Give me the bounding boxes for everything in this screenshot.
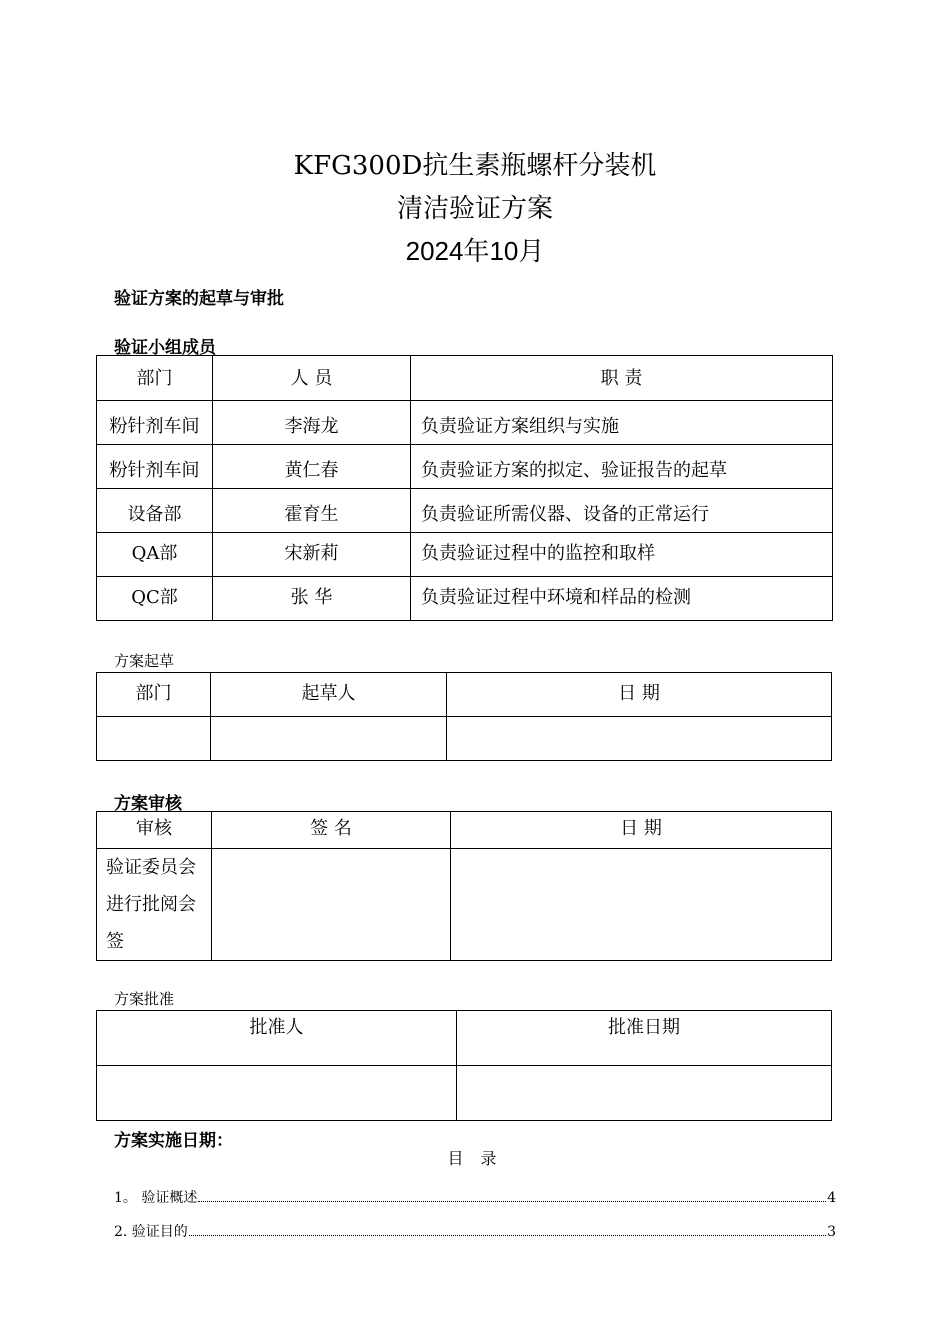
team-cell-duty: 负责验证所需仪器、设备的正常运行 [411, 489, 833, 533]
draft-header-dept: 部门 [97, 673, 211, 717]
draft-table-input-row [97, 717, 832, 761]
team-cell-duty: 负责验证方案组织与实施 [411, 401, 833, 445]
doc-title-line1: KFG300D抗生素瓶螺杆分装机 [293, 151, 657, 181]
review-header-date: 日 期 [451, 812, 832, 849]
review-row-label: 验证委员会进行批阅会签 [97, 849, 212, 961]
table-row [97, 577, 833, 621]
implementation-date-label: 方案实施日期： [114, 1131, 233, 1151]
team-cell-person: 李海龙 [213, 401, 411, 445]
team-header-dept: 部门 [97, 356, 213, 401]
approval-table-header-row [97, 1011, 832, 1066]
toc-heading: 目 录 [447, 1149, 503, 1168]
draft-drafter-field[interactable] [211, 717, 447, 761]
toc-item-page: 4 [827, 1190, 836, 1206]
approval-table [96, 1010, 832, 1121]
team-cell-duty: 负责验证过程中的监控和取样 [411, 533, 833, 577]
review-signature-field[interactable] [212, 849, 451, 961]
team-cell-person: 黄仁春 [213, 445, 411, 489]
review-heading: 方案审核 [114, 794, 182, 814]
draft-table [96, 672, 832, 761]
team-cell-dept: QC部 [97, 577, 213, 621]
team-cell-dept: 粉针剂车间 [97, 445, 213, 489]
team-heading: 验证小组成员 [114, 338, 216, 358]
toc-leader-dots [189, 1235, 826, 1236]
table-row [97, 401, 833, 445]
team-cell-duty: 负责验证方案的拟定、验证报告的起草 [411, 445, 833, 489]
review-header-review: 审核 [97, 812, 212, 849]
toc-item-label: 2. 验证目的 [114, 1224, 188, 1240]
team-cell-dept: 粉针剂车间 [97, 401, 213, 445]
review-date-field[interactable] [451, 849, 832, 961]
doc-title-line2: 清洁验证方案 [396, 194, 553, 224]
draft-header-drafter: 起草人 [211, 673, 447, 717]
review-table-row [97, 849, 832, 961]
draft-caption: 方案起草 [114, 652, 175, 670]
team-table [96, 355, 833, 621]
section-heading-drafting-approval: 验证方案的起草与审批 [114, 289, 284, 309]
team-table-header-row [97, 356, 833, 401]
review-table-header-row [97, 812, 832, 849]
team-header-duty: 职 责 [411, 356, 833, 401]
team-cell-person: 宋新莉 [213, 533, 411, 577]
table-row [97, 533, 833, 577]
team-cell-person: 张 华 [213, 577, 411, 621]
draft-header-date: 日 期 [447, 673, 832, 717]
approval-header-date: 批准日期 [457, 1011, 832, 1066]
draft-date-field[interactable] [447, 717, 832, 761]
table-row [97, 445, 833, 489]
doc-title-line3: 2024年10月 [405, 236, 545, 266]
team-cell-person: 霍育生 [213, 489, 411, 533]
approval-header-approver: 批准人 [97, 1011, 457, 1066]
approval-table-input-row [97, 1066, 832, 1121]
team-cell-dept: 设备部 [97, 489, 213, 533]
draft-table-header-row [97, 673, 832, 717]
team-cell-duty: 负责验证过程中环境和样品的检测 [411, 577, 833, 621]
review-header-signature: 签 名 [212, 812, 451, 849]
toc-leader-dots [198, 1201, 826, 1202]
review-table [96, 811, 832, 961]
team-header-person: 人 员 [213, 356, 411, 401]
draft-dept-field[interactable] [97, 717, 211, 761]
toc-item-label: 1。 验证概述 [114, 1190, 198, 1206]
toc-item[interactable] [114, 1221, 836, 1241]
table-row [97, 489, 833, 533]
approval-caption: 方案批准 [114, 990, 175, 1008]
toc-item-page: 3 [827, 1224, 836, 1240]
team-cell-dept: QA部 [97, 533, 213, 577]
toc-item[interactable] [114, 1187, 836, 1207]
approval-date-field[interactable] [457, 1066, 832, 1121]
approval-approver-field[interactable] [97, 1066, 457, 1121]
